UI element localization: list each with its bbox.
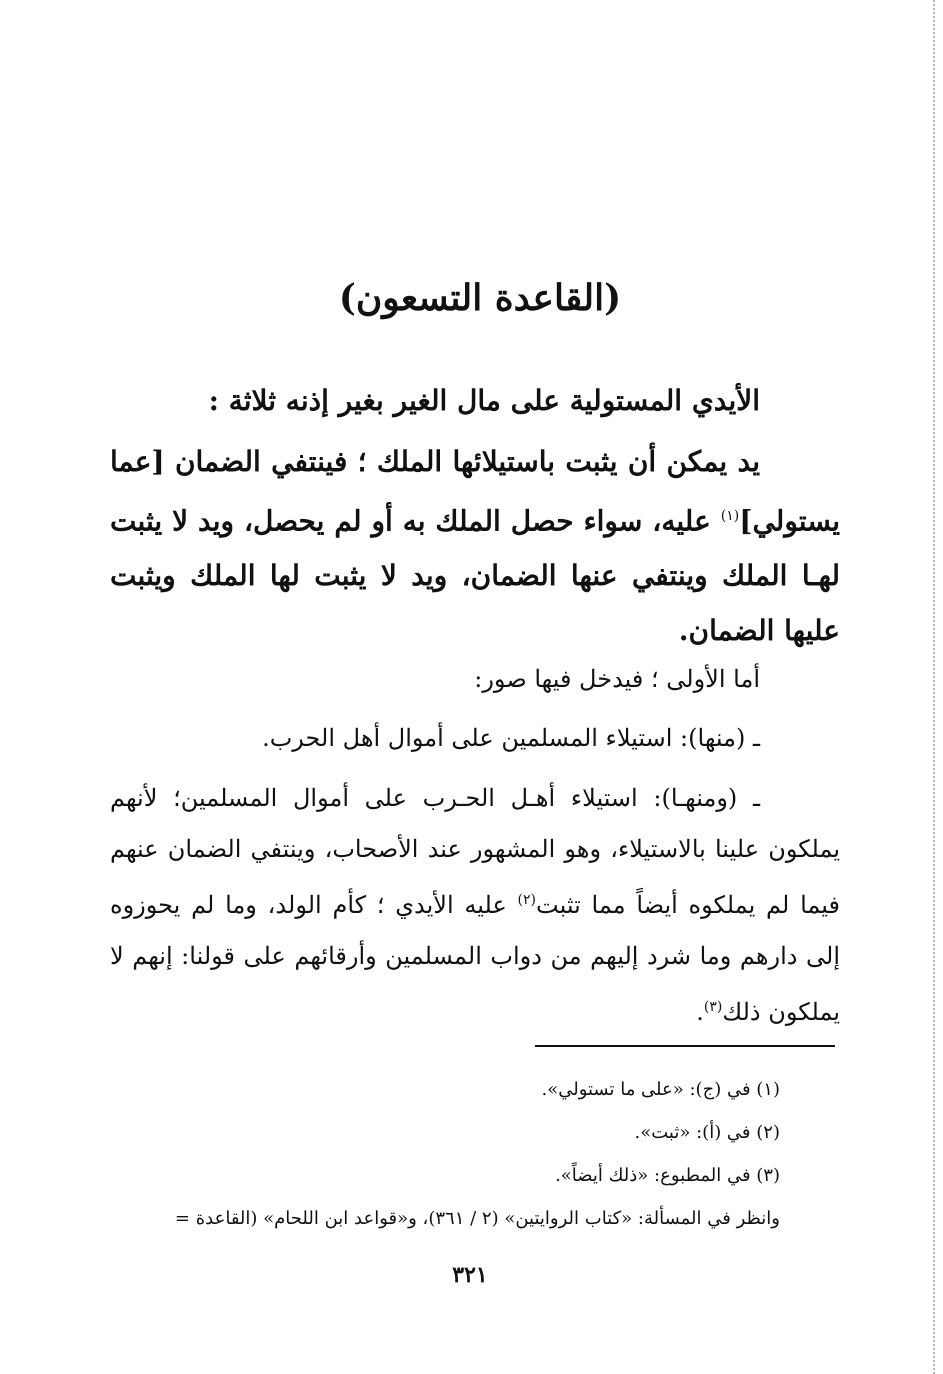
paragraph-case-one: ـ (منها): استيلاء المسلمين على أموال أهل الحرب. [262, 724, 760, 752]
footnote-3: (٣) في المطبوع: «ذلك أيضاً». [555, 1165, 780, 1186]
case-two-part-2: عليه الأيدي ؛ كأم الولد، وما لم يحوزوه إلى دارهم وما شرد إليهم من دواب المسلمين وأرقائهم على قولنا: إنهم لا يملكون ذلك [110, 891, 840, 1026]
main-text-part-2: عليه، سواء حصل الملك به أو لم يحصل، ويد لا يثبت لهـا الملك وينتفي عنها الضمان، ويد لا يثبت لها الملك ويثبت عليها الضمان. [110, 504, 840, 648]
rule-title: (القاعدة التسعون) [338, 277, 622, 319]
lead-sentence: الأيدي المستولية على مال الغير بغير إذنه ثلاثة : [208, 384, 760, 417]
footnote-1: (١) في (ج): «على ما تستولي». [541, 1079, 780, 1100]
main-text-part-1: يد يمكن أن يثبت باستيلائها الملك ؛ فينتفي الضمان [عما يستولي] [110, 445, 841, 538]
paragraph-case-two [110, 773, 840, 1038]
footnote-ref-3: (٣) [703, 999, 723, 1015]
footnote-divider [535, 1045, 835, 1047]
main-bold-paragraph [110, 434, 840, 658]
case-two-end: . [696, 998, 704, 1026]
footnote-ref-2: (٢) [517, 892, 537, 908]
paragraph-first-type: أما الأولى ؛ فيدخل فيها صور: [474, 665, 760, 693]
footnotes-list [100, 1068, 840, 1240]
footnote-ref-1: (١) [720, 508, 740, 524]
page-number: ٣٢١ [452, 1262, 488, 1288]
case-two-part-1: ـ (ومنهـا): استيلاء أهـل الحـرب على أموال المسلمين؛ لأنهم يملكون علينا بالاستيلاء، وهو المشهور عند الأصحاب، وينتفي الضمان عنهم فيما لم يملكوه أيضاً مما تثبت [110, 784, 840, 919]
footnote-2: (٢) في (أ): «ثبت». [634, 1122, 780, 1143]
page-edge-dots [933, 0, 935, 1374]
footnote-3-continued: وانظر في المسألة: «كتاب الروايتين» (٢ / ٣٦١)، و«قواعد ابن اللحام» (القاعدة = [174, 1208, 780, 1229]
